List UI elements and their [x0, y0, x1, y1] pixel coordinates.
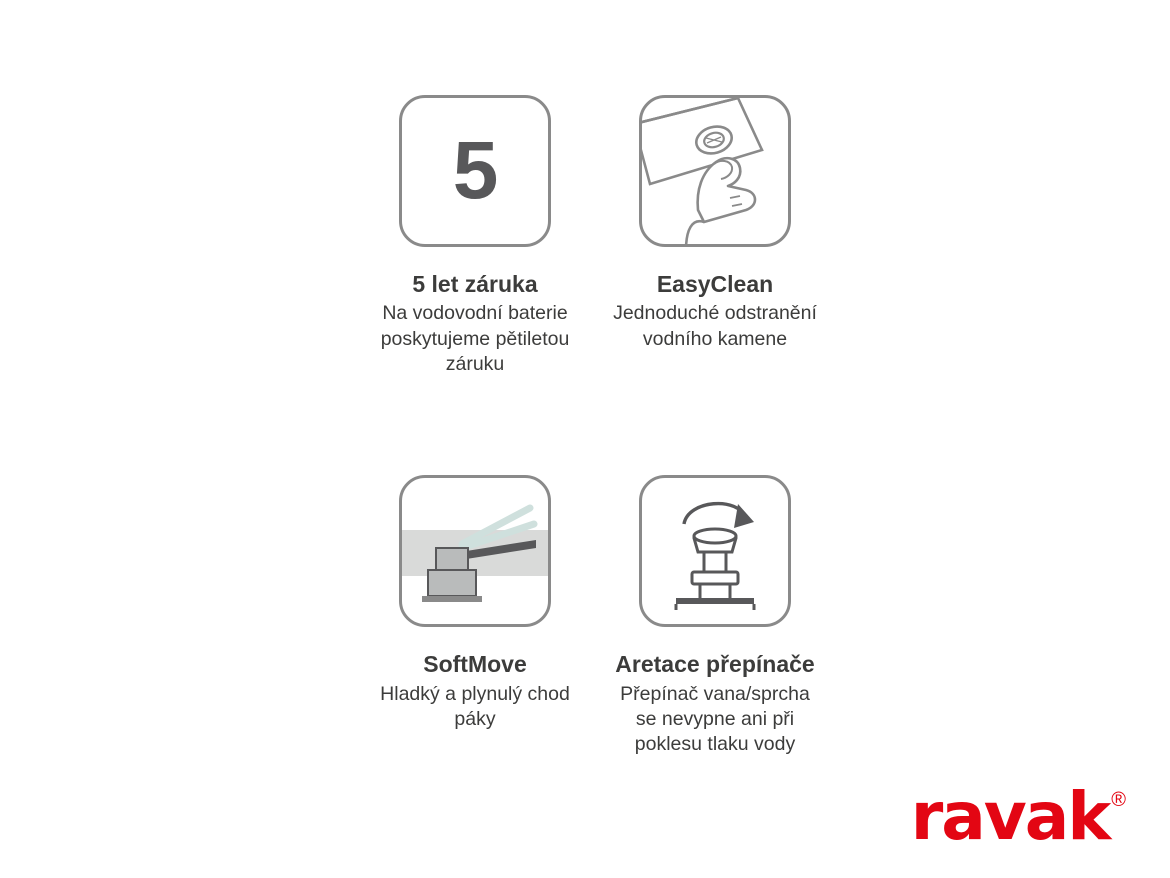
- registered-trademark-icon: ®: [1111, 789, 1126, 811]
- feature-description: Jednoduché odstranění vodního kamene: [613, 302, 817, 350]
- feature-description: Na vodovodní baterie poskytujeme pětiletou záruku: [380, 302, 570, 376]
- feature-card-diverter-lock: [595, 475, 835, 757]
- feature-row-2: [355, 475, 835, 757]
- faucet-lever-motion-icon: [399, 475, 551, 627]
- feature-description: Hladký a plynulý chod páky: [380, 682, 570, 731]
- ravak-logo-wordmark: ravak: [910, 778, 1110, 855]
- feature-title: EasyClean: [656, 271, 774, 297]
- feature-title: SoftMove: [423, 651, 527, 678]
- feature-card-easyclean: [595, 95, 835, 352]
- number-5-icon: [399, 95, 551, 247]
- feature-grid: [355, 95, 835, 758]
- feature-row-1: [355, 95, 835, 377]
- feature-card-warranty: [355, 95, 595, 377]
- diverter-lock-icon: [639, 475, 791, 627]
- feature-card-softmove: [355, 475, 595, 732]
- feature-description: Přepínač vana/sprcha se nevypne ani při poklesu tlaku vody: [620, 682, 810, 756]
- ravak-logo: [910, 778, 1126, 855]
- feature-title: Aretace přepínače: [615, 651, 815, 678]
- number-5-glyph: 5: [452, 125, 498, 216]
- finger-wiping-aerator-icon: [639, 95, 791, 247]
- feature-title: 5 let záruka: [412, 271, 538, 297]
